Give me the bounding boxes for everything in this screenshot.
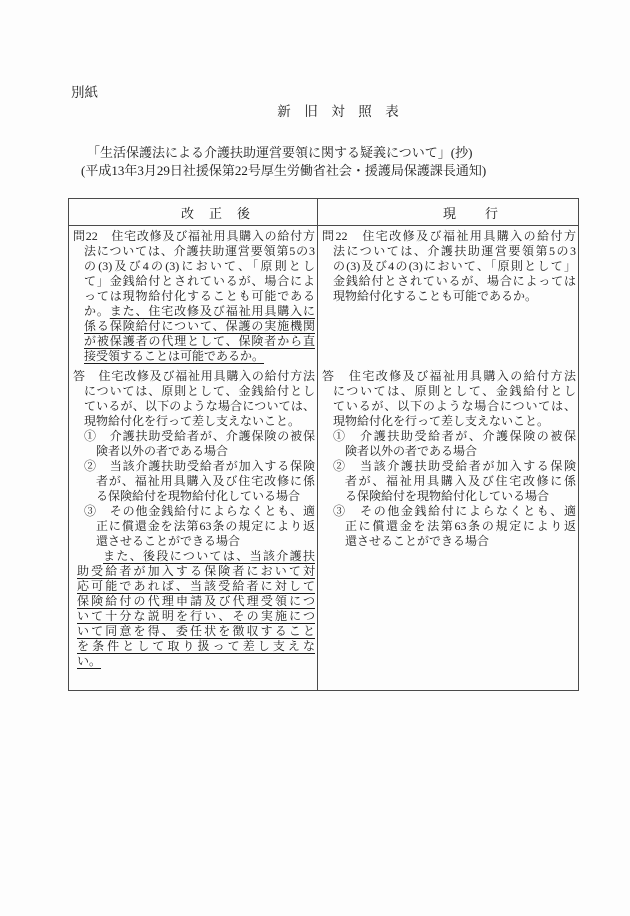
text-segment: 問22 住宅改修及び福祉用具購入の給付方 (322, 229, 576, 243)
text-line (69, 349, 317, 364)
text-line (69, 519, 317, 534)
text-segment: 者が、福祉用具購入及び住宅改修に係 (345, 474, 576, 488)
document-source-note: (平成13年3月29日社援保第22号厚生労働省社会・援護局保護課長通知) (81, 163, 487, 178)
text-segment: については、原則として、金銭給付とし (333, 384, 576, 398)
text-segment: 法については、介護扶助運営要領第5の3 (84, 244, 315, 258)
text-line (69, 369, 317, 384)
text-segment: 法については、介護扶助運営要領第5の3 (333, 244, 576, 258)
text-segment: 還させることができる場合 (345, 534, 490, 548)
table-header-row (69, 199, 578, 226)
text-segment: て」金銭給付とされているが、場合によ (84, 274, 315, 288)
text-segment: ② 当該介護扶助受給者が加入する保険 (84, 459, 315, 473)
text-segment: っては現物給付化することも可能である (84, 289, 315, 303)
text-segment: については、原則として、金銭給付とし (84, 384, 315, 398)
underlined-text: また、後段については、当該介護扶 (103, 549, 315, 563)
question-block-left (69, 229, 317, 364)
text-segment: 現物給付化することも可能であるか。 (333, 289, 538, 303)
text-line (318, 244, 578, 259)
text-line (318, 229, 578, 244)
answer-block-right (318, 369, 578, 549)
question-block-right (318, 229, 578, 364)
document-subject: 「生活保護法による介護扶助運営要領に関する疑義について」(抄) (87, 145, 473, 160)
text-line (69, 564, 317, 579)
text-line (318, 414, 578, 429)
text-line (69, 534, 317, 549)
text-line (318, 444, 578, 459)
text-line (69, 259, 317, 274)
text-line (69, 624, 317, 639)
text-segment: ③ その他金銭給付によらなくとも、適 (333, 504, 576, 518)
underlined-text: い。 (77, 654, 102, 668)
underlined-text: 接受領することは可能であるか。 (84, 349, 265, 363)
cell-current (318, 226, 578, 690)
text-segment: の(3)及び4の(3)において、「原則として」 (333, 259, 576, 273)
text-segment: 現物給付化を行って差し支えないこと。 (333, 414, 550, 428)
text-segment: 問22 住宅改修及び福祉用具購入の給付方 (73, 229, 315, 243)
text-segment: の(3)及び4の(3)において、「原則とし (84, 259, 315, 273)
text-line (318, 429, 578, 444)
underlined-text: 応可能であれば、当該受給者に対して (77, 579, 315, 593)
text-segment: 還させることができる場合 (96, 534, 241, 548)
text-segment: 金銭給付とされているが、場合によっては (333, 274, 576, 288)
text-segment: 険者以外の者である場合 (345, 444, 478, 458)
underlined-text: また、住宅改修及び福祉用具購入に (109, 304, 315, 318)
text-line (69, 399, 317, 414)
text-line (69, 504, 317, 519)
text-line (69, 289, 317, 304)
text-segment: 険者以外の者である場合 (96, 444, 229, 458)
text-line (318, 384, 578, 399)
table-body-row (69, 226, 578, 690)
text-line (69, 609, 317, 624)
page-title: 新 旧 対 照 表 (277, 104, 399, 119)
text-line (318, 504, 578, 519)
underlined-text: いて同意を得、委任状を徴収すること (77, 624, 315, 638)
text-line (318, 259, 578, 274)
text-line (69, 444, 317, 459)
text-line (318, 489, 578, 504)
text-line (69, 304, 317, 319)
underlined-text: 保険給付の代理申請及び代理受領につ (77, 594, 315, 608)
text-line (69, 474, 317, 489)
text-segment: ① 介護扶助受給者が、介護保険の被保 (333, 429, 576, 443)
underlined-text: 助受給者が加入する保険者において対 (77, 564, 315, 578)
attachment-label: 別紙 (71, 85, 98, 100)
text-line (318, 534, 578, 549)
underlined-text: が被保護者の代理として、保険者から直 (84, 334, 315, 348)
text-segment: ① 介護扶助受給者が、介護保険の被保 (84, 429, 315, 443)
text-line (318, 369, 578, 384)
text-line (69, 414, 317, 429)
text-line (69, 429, 317, 444)
text-line (69, 594, 317, 609)
text-line (69, 654, 317, 669)
text-line (69, 319, 317, 334)
text-line (318, 459, 578, 474)
text-segment: か。 (84, 304, 110, 318)
text-line (69, 639, 317, 654)
text-segment: ているが、以下のような場合については、 (333, 399, 576, 413)
underlined-text: 係る保険給付について、保護の実施機関 (84, 319, 315, 333)
comparison-table (68, 198, 579, 691)
answer-block-left (69, 369, 317, 669)
text-line (69, 549, 317, 564)
text-line (69, 384, 317, 399)
text-line (69, 229, 317, 244)
text-segment: ているが、以下のような場合については、 (84, 399, 315, 413)
text-line (318, 289, 578, 304)
text-line (69, 334, 317, 349)
text-segment: 者が、福祉用具購入及び住宅改修に係 (96, 474, 315, 488)
text-segment: る保険給付を現物給付化している場合 (96, 489, 301, 503)
text-segment: ② 当該介護扶助受給者が加入する保険 (333, 459, 576, 473)
text-segment: る保険給付を現物給付化している場合 (345, 489, 550, 503)
column-header-revised: 改 正 後 (69, 199, 318, 225)
text-line (69, 579, 317, 594)
underlined-text: いて十分な説明を行い、その実施につ (77, 609, 315, 623)
column-header-current: 現 行 (442, 205, 499, 221)
text-line (318, 274, 578, 289)
text-segment: 正に償還金を法第63条の規定により返 (345, 519, 576, 533)
text-segment: 答 住宅改修及び福祉用具購入の給付方法 (322, 369, 576, 383)
text-line (69, 489, 317, 504)
text-segment: 答 住宅改修及び福祉用具購入の給付方法 (73, 369, 315, 383)
text-line (69, 459, 317, 474)
text-segment: ③ その他金銭給付によらなくとも、適 (84, 504, 315, 518)
text-segment: 現物給付化を行って差し支えないこと。 (84, 414, 301, 428)
text-line (69, 244, 317, 259)
text-line (69, 274, 317, 289)
text-line (318, 519, 578, 534)
text-segment: 正に償還金を法第63条の規定により返 (96, 519, 315, 533)
underlined-text: を条件として取り扱って差し支えな (77, 639, 315, 653)
text-line (318, 399, 578, 414)
text-line (318, 474, 578, 489)
cell-revised (69, 226, 318, 690)
